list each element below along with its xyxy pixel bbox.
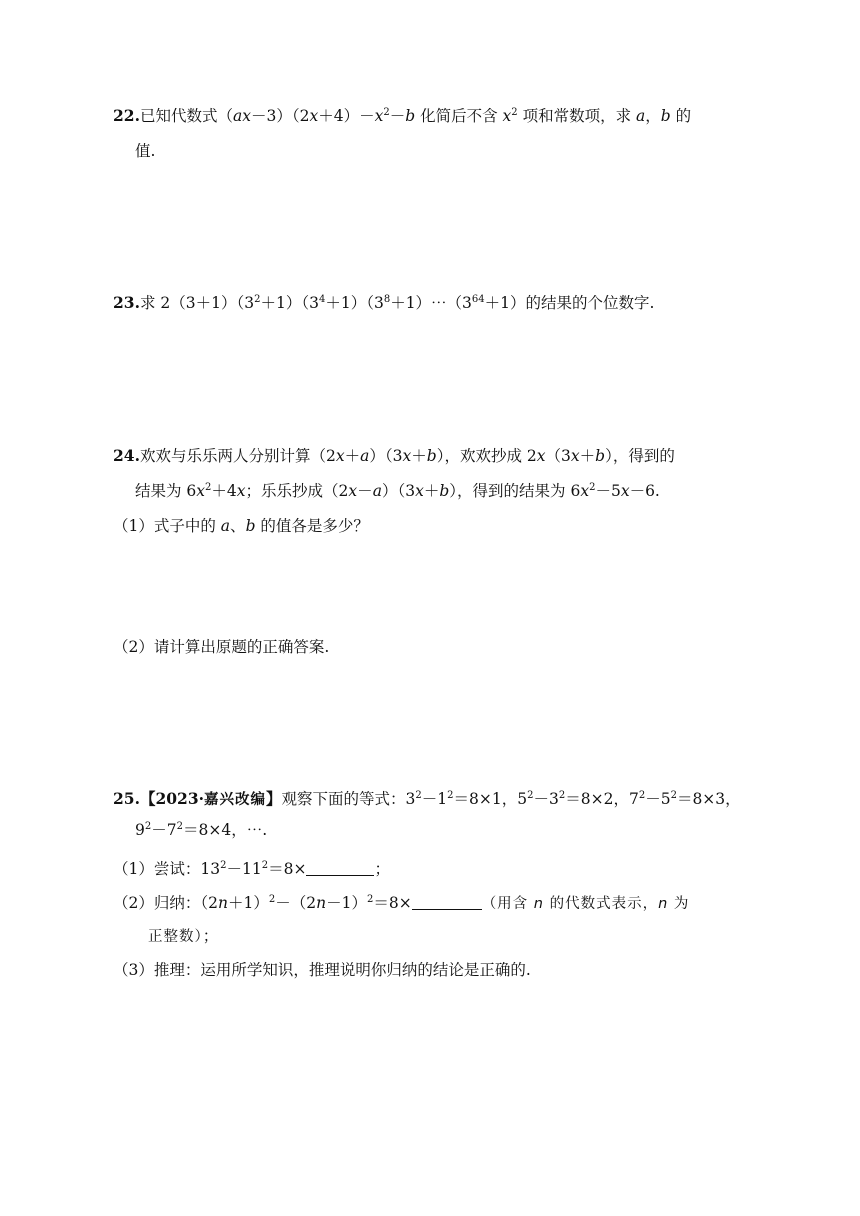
question-23-line-1 xyxy=(113,295,654,312)
question-24-line-1 xyxy=(113,448,675,465)
question-text: 观察下面的等式：$3^2-1^2=8\times 1$，$5^2-3^2=8\times 2$，$7^2-5^2=8\times 3$， xyxy=(281,790,741,808)
question-22-line-2: 值. xyxy=(135,142,156,160)
question-text: 欢欢与乐乐两人分别计算（2x＋a）（3x＋b），欢欢抄成 2x（3x＋b），得到的 xyxy=(139,447,675,465)
question-number: 22. xyxy=(113,106,140,125)
question-25-part-1: （1）尝试：$13^2-11^2=8\times$ ； xyxy=(113,860,390,878)
question-number: 25. xyxy=(113,789,140,808)
question-number: 24. xyxy=(113,446,140,465)
question-22-line-1 xyxy=(113,108,691,125)
question-source: 【2023·嘉兴改编】 xyxy=(139,789,282,808)
question-25-part-2: （2）归纳：$(2n+1)^2-(2n-1)^2=8\times$ （用含 n 的代数式表示，n 为 xyxy=(113,894,690,912)
question-text: 求 $2(3+1)(3^2+1)(3^4+1)(3^8+1)\cdots(3^{64}+1)$的结果的个位数字. xyxy=(139,294,655,312)
question-25-part-2-cont: 正整数）； xyxy=(148,927,219,945)
answer-blank[interactable] xyxy=(412,894,482,910)
question-25-part-3: （3）推理：运用所学知识，推理说明你归纳的结论是正确的. xyxy=(113,961,531,979)
question-24-part-2: （2）请计算出原题的正确答案. xyxy=(113,638,330,656)
question-text: 已知代数式$(ax-3)(2x+4)-x^2-b$ 化简后不含 $x^2$ 项和常数项，求 a，b 的 xyxy=(139,107,692,125)
answer-blank[interactable] xyxy=(306,860,374,876)
question-24-line-2: 结果为 $6x^2+4x$；乐乐抄成（2x－a）（3x＋b），得到的结果为 $6x^2-5x-6$. xyxy=(135,482,660,500)
question-number: 23. xyxy=(113,293,140,312)
question-24-part-1: （1）式子中的 a、b 的值各是多少？ xyxy=(113,517,369,535)
question-25-line-1 xyxy=(113,791,741,808)
question-25-line-2: $9^2-7^2=8\times 4$，⋯. xyxy=(135,821,268,839)
